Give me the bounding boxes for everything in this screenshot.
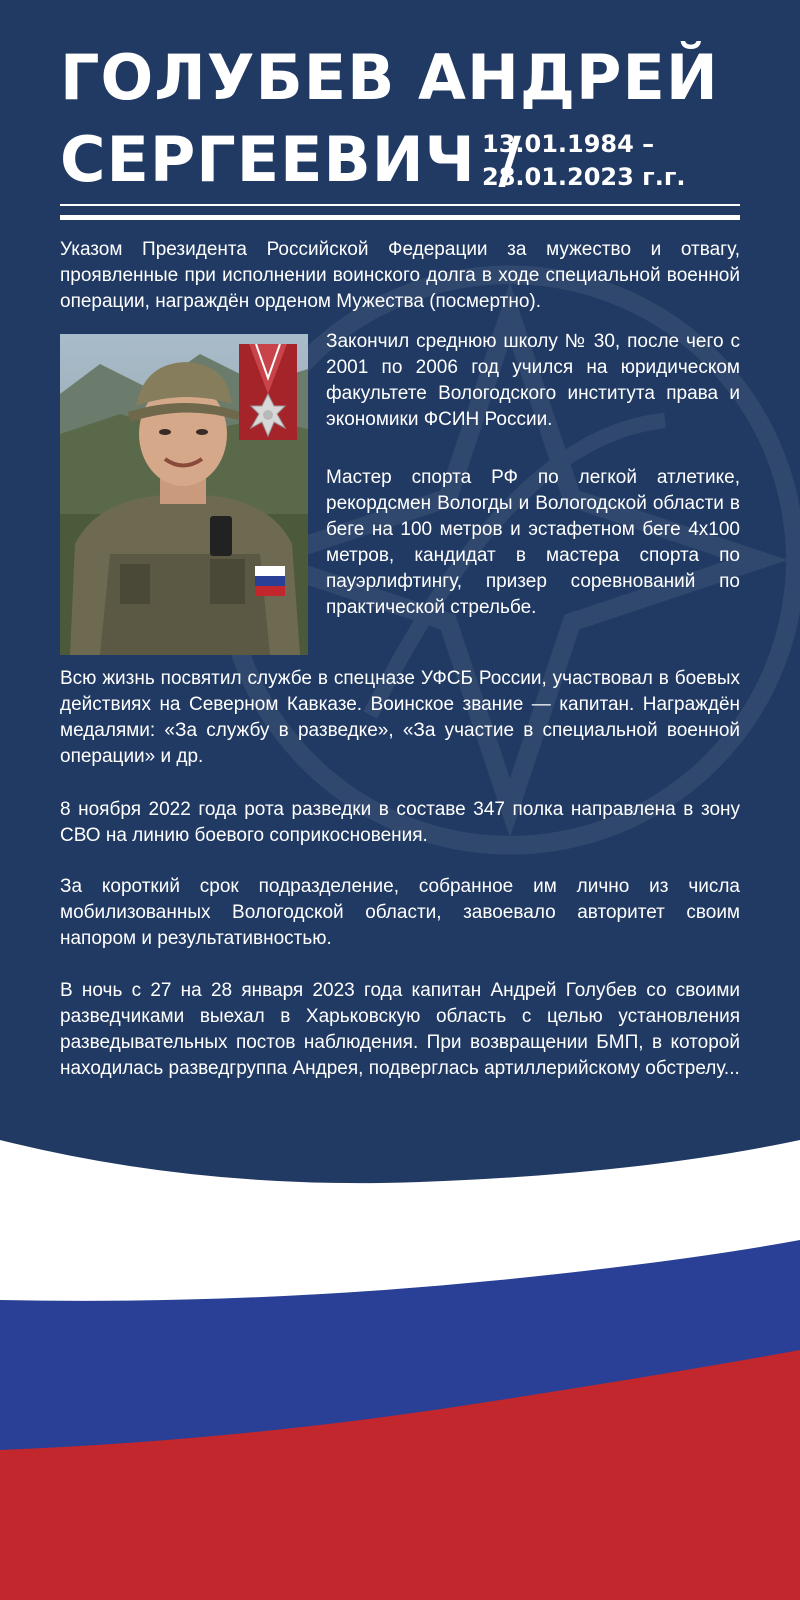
unit-paragraph: За короткий срок подразделение, собранное им лично из числа мобилизованных Вологодской области, завоевало авторитет своим напором и результативностью.	[60, 876, 740, 949]
life-dates	[482, 128, 686, 194]
name-line-1: ГОЛУБЕВ АНДРЕЙ	[60, 41, 719, 114]
russian-flag-wave	[0, 1100, 800, 1600]
date-death: 28.01.2023 г.г.	[482, 163, 686, 191]
service-paragraph: Всю жизнь посвятил службе в спецназе УФСБ России, участвовал в боевых действиях на Северном Кавказе. Воинское звание — капитан. Награждён медалями: «За службу в разведке», «За участие в специальной военной операции» и др.	[60, 668, 740, 767]
deployment-paragraph: 8 ноября 2022 года рота разведки в составе 347 полка направлена в зону СВО на линию боевого соприкосновения.	[60, 799, 740, 846]
header-divider-thin	[60, 204, 740, 206]
order-of-courage-icon	[239, 344, 297, 440]
award-paragraph: Указом Президента Российской Федерации за мужество и отвагу, проявленные при исполнении воинского долга в ходе специальной военной операции, награждён орденом Мужества (посмертно).	[60, 239, 740, 312]
sport-paragraph: Мастер спорта РФ по легкой атлетике, рекордсмен Вологды и Вологодской области в беге на 100 метров и эстафетном беге 4х100 метров, кандидат в мастера спорта по пауэрлифтингу, призер соревнований по практической стрельбе.	[326, 467, 740, 618]
last-mission-paragraph: В ночь с 27 на 28 января 2023 года капитан Андрей Голубев со своими разведчиками выехал в Харьковскую область с целью установления разведывательных постов наблюдения. При возвращении БМП, в которой находилась разведгруппа Андрея, подверглась артиллерийскому обстрелу...	[60, 980, 740, 1079]
education-paragraph: Закончил среднюю школу № 30, после чего с 2001 по 2006 год учился на юридическом факультете Вологодского института права и экономики ФСИН России.	[326, 331, 740, 430]
date-birth: 13.01.1984 –	[482, 130, 655, 158]
name-line-2: СЕРГЕЕВИЧ /	[60, 123, 522, 196]
header-divider-thick	[60, 215, 740, 220]
portrait-photo	[60, 334, 308, 655]
